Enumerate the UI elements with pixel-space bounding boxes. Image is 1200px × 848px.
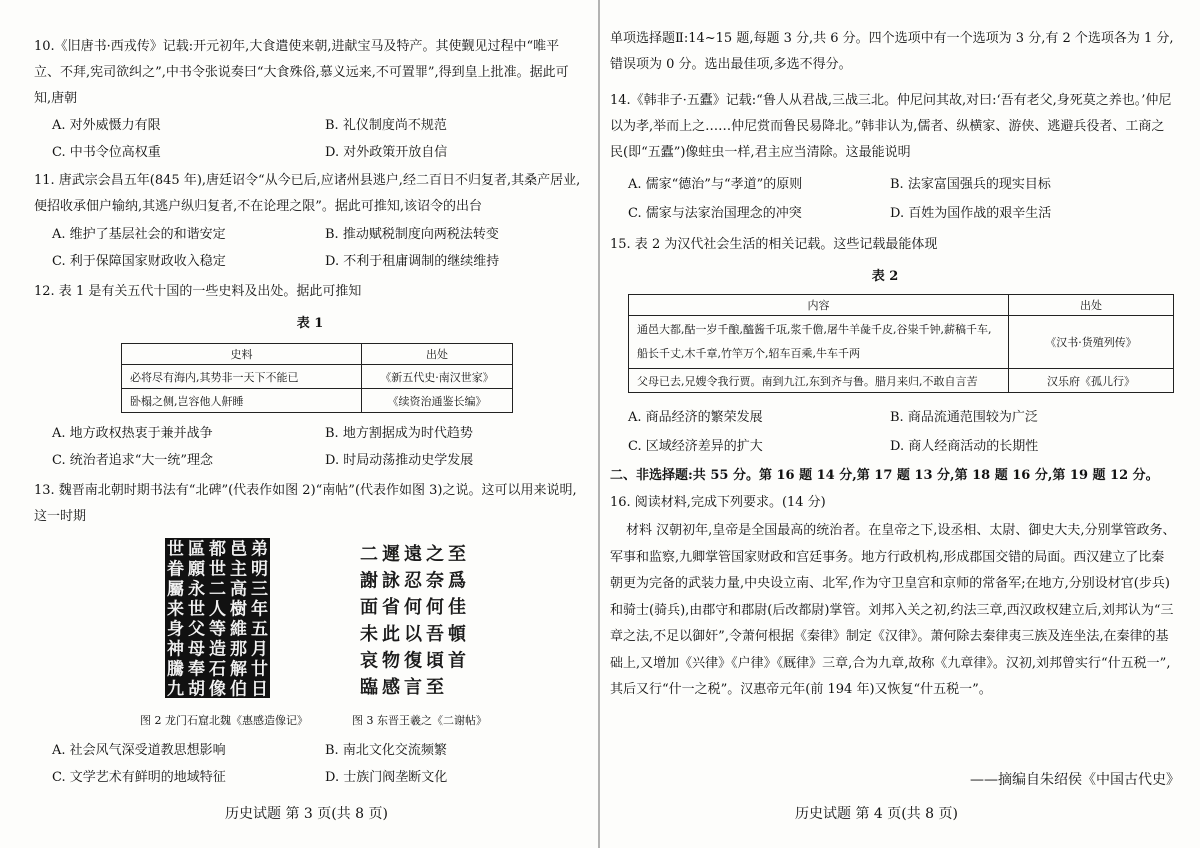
- calligraphy-glyph: 謝: [360, 570, 378, 592]
- table-cell: 父母已去,兄嫂令我行贾。南到九江,东到齐与鲁。腊月来归,不敢自言苦: [629, 369, 1009, 393]
- stele-glyph: 世: [209, 559, 226, 580]
- stele-glyph: 伯: [230, 679, 247, 698]
- question-10-stem: 10.《旧唐书·西戎传》记载:开元初年,大食遣使来朝,进献宝马及特产。其使觐见过程中“唯平立、不拜,宪司欲纠之”,中书令张说奏曰“大食殊俗,慕义远来,不可置罪”,得到皇上批准。据此可知,唐朝: [34, 39, 569, 106]
- q10-option-c: C. 中书令位高权重: [52, 145, 161, 160]
- figure-3-caption: 图 3 东晋王羲之《二谢帖》: [352, 714, 487, 727]
- calligraphy-glyph: 物: [382, 650, 400, 672]
- right-page: [600, 0, 1200, 848]
- q11-option-c: C. 利于保障国家财政收入稳定: [52, 254, 226, 269]
- table-row: [122, 365, 513, 389]
- q15-option-b: B. 商品流通范围较为广泛: [890, 410, 1038, 425]
- calligraphy-glyph: 至: [426, 677, 444, 698]
- figure-2-image: [165, 538, 270, 698]
- calligraphy-glyph: 頓: [448, 623, 466, 645]
- stele-glyph: 都: [209, 539, 226, 560]
- q13-option-d: D. 士族门阀垄断文化: [325, 770, 448, 785]
- q14-option-c: C. 儒家与法家治国理念的冲突: [628, 206, 802, 221]
- figure-3-image: [358, 538, 468, 698]
- stele-glyph: 月: [251, 639, 268, 660]
- calligraphy-glyph: 此: [382, 623, 400, 645]
- calligraphy-glyph: 頃: [426, 650, 444, 672]
- stele-glyph: 等: [209, 619, 226, 640]
- figure-3-calligraphy: [358, 538, 468, 698]
- q15-option-d: D. 商人经商活动的长期性: [890, 439, 1039, 454]
- calligraphy-glyph: 奈: [426, 570, 444, 592]
- table-2-header-origin: 出处: [1009, 295, 1174, 316]
- table-cell: 必将尽有海内,其势非一天下不能已: [122, 365, 362, 389]
- table-1: [121, 343, 513, 413]
- stele-glyph: 那: [230, 639, 247, 660]
- calligraphy-glyph: 未: [360, 623, 378, 645]
- calligraphy-glyph: 臨: [360, 677, 378, 698]
- q14-option-b: B. 法家富国强兵的现实目标: [890, 177, 1051, 192]
- q11-option-d: D. 不利于租庸调制的继续维持: [325, 254, 500, 269]
- calligraphy-glyph: 吾: [426, 623, 444, 645]
- stele-glyph: 三: [251, 579, 268, 600]
- calligraphy-glyph: 忍: [404, 570, 422, 592]
- q11-option-a: A. 维护了基层社会的和谐安定: [52, 227, 226, 242]
- table-2: [628, 294, 1174, 393]
- stele-glyph: 高: [230, 579, 247, 600]
- question-14-stem: 14.《韩非子·五蠹》记载:“鲁人从君战,三战三北。仲尼问其故,对曰:‘吾有老父,身死莫之养也。’仲尼以为孝,举而上之……仲尼赏而鲁民易降北。”韩非认为,儒者、纵横家、游侠、逃避兵役者、工商之民(即“五蠹”)像蛀虫一样,君主应当清除。这最能说明: [610, 93, 1172, 160]
- table-2-header-content: 内容: [629, 295, 1009, 316]
- stele-glyph: 願: [188, 559, 205, 580]
- question-15-stem: 15. 表 2 为汉代社会生活的相关记载。这些记载最能体现: [610, 237, 938, 252]
- calligraphy-glyph: 爲: [448, 570, 466, 592]
- stele-glyph: 解: [230, 659, 247, 680]
- calligraphy-glyph: 復: [404, 650, 422, 672]
- table-row: [122, 389, 513, 413]
- stele-glyph: 造: [209, 639, 226, 660]
- calligraphy-glyph: 首: [448, 650, 466, 672]
- calligraphy-glyph: 遲: [382, 543, 400, 565]
- table-cell: 通邑大都,酤一岁千酿,醯酱千瓨,浆千儋,屠牛羊彘千皮,谷粜千钟,薪稿千车,船长千丈,木千章,竹竿万个,轺车百乘,牛车千两: [629, 316, 1009, 369]
- q12-option-c: C. 统治者追求“大一统”理念: [52, 453, 214, 468]
- q10-option-b: B. 礼仪制度尚不规范: [325, 118, 447, 133]
- q12-option-d: D. 时局动荡推动史学发展: [325, 453, 474, 468]
- material-citation: ——摘编自朱绍侯《中国古代史》: [970, 772, 1180, 788]
- calligraphy-glyph: 二: [360, 543, 378, 565]
- calligraphy-glyph: 詠: [382, 570, 400, 592]
- calligraphy-glyph: 之: [426, 543, 444, 565]
- stele-glyph: 屬: [167, 579, 184, 600]
- stele-glyph: 石: [209, 659, 226, 680]
- table-1-caption: 表 1: [296, 316, 324, 331]
- stele-glyph: 身: [167, 619, 184, 640]
- table-1-header-source-text: 史料: [122, 344, 362, 365]
- q10-option-a: A. 对外威慑力有限: [52, 118, 161, 133]
- q14-option-a: A. 儒家“德治”与“孝道”的原则: [628, 177, 803, 192]
- stele-glyph: 世: [167, 539, 184, 560]
- table-cell: 卧榻之侧,岂容他人鼾睡: [122, 389, 362, 413]
- calligraphy-glyph: 何: [426, 597, 444, 619]
- table-row: [629, 316, 1174, 369]
- question-11-stem: 11. 唐武宗会昌五年(845 年),唐廷诏令“从今已后,应诸州县逃户,经二百日不归复者,其桑产居业,便招收承佃户输纳,其逃户纵归复者,不在论理之限”。据此可推知,该诏令的出台: [34, 173, 581, 214]
- q10-option-d: D. 对外政策开放自信: [325, 145, 448, 160]
- table-2-caption: 表 2: [871, 269, 899, 284]
- stele-glyph: 維: [230, 619, 247, 640]
- q12-option-a: A. 地方政权热衷于兼并战争: [52, 426, 213, 441]
- calligraphy-glyph: 至: [448, 543, 466, 565]
- table-cell: 《汉书·货殖列传》: [1009, 316, 1174, 369]
- calligraphy-glyph: 遠: [404, 543, 422, 565]
- stele-glyph: 人: [209, 599, 226, 620]
- table-row: [629, 369, 1174, 393]
- right-page-footer: 历史试题 第 4 页(共 8 页): [795, 806, 958, 822]
- stele-glyph: 明: [251, 559, 268, 580]
- table-cell: 《续资治通鉴长编》: [362, 389, 513, 413]
- q15-option-c: C. 区域经济差异的扩大: [628, 439, 763, 454]
- stele-glyph: 樹: [230, 599, 247, 620]
- left-page-footer: 历史试题 第 3 页(共 8 页): [225, 806, 388, 822]
- q14-option-d: D. 百姓为国作战的艰辛生活: [890, 206, 1052, 221]
- stele-glyph: 邑: [230, 539, 247, 560]
- calligraphy-glyph: 何: [404, 597, 422, 619]
- stele-glyph: 廿: [251, 659, 268, 680]
- calligraphy-glyph: 省: [382, 597, 400, 619]
- table-2-header-row: [629, 295, 1174, 316]
- q11-option-b: B. 推动赋税制度向两税法转变: [325, 227, 499, 242]
- stele-glyph: 世: [188, 599, 205, 620]
- question-13-stem: 13. 魏晋南北朝时期书法有“北碑”(代表作如图 2)“南帖”(代表作如图 3)之说。这可以用来说明,这一时期: [34, 483, 577, 524]
- stele-glyph: 奉: [188, 659, 205, 680]
- calligraphy-glyph: 以: [404, 623, 422, 645]
- stele-glyph: 胡: [188, 679, 205, 698]
- q13-option-c: C. 文学艺术有鲜明的地域特征: [52, 770, 226, 785]
- q13-option-b: B. 南北文化交流频繁: [325, 743, 447, 758]
- stele-glyph: 騰: [167, 659, 184, 680]
- table-1-header-row: [122, 344, 513, 365]
- stele-glyph: 眷: [167, 559, 184, 580]
- stele-glyph: 神: [167, 639, 184, 660]
- calligraphy-glyph: 感: [382, 677, 400, 698]
- table-cell: 汉乐府《孤儿行》: [1009, 369, 1174, 393]
- stele-glyph: 像: [209, 679, 226, 698]
- stele-glyph: 主: [230, 559, 247, 580]
- stele-glyph: 九: [167, 679, 184, 698]
- stele-glyph: 弟: [251, 539, 268, 560]
- question-16-stem: 16. 阅读材料,完成下列要求。(14 分): [610, 495, 826, 510]
- section-intro: 单项选择题Ⅱ:14~15 题,每题 3 分,共 6 分。四个选项中有一个选项为 3 分,有 2 个选项各为 1 分,错误项为 0 分。选出最佳项,多选不得分。: [610, 31, 1174, 72]
- stele-glyph: 二: [209, 579, 226, 600]
- question-12-stem: 12. 表 1 是有关五代十国的一些史料及出处。据此可推知: [34, 284, 362, 299]
- stele-glyph: 年: [251, 599, 268, 620]
- stele-glyph: 父: [188, 619, 205, 640]
- section-2-heading: 二、非选择题:共 55 分。第 16 题 14 分,第 17 题 13 分,第 18 题 16 分,第 19 题 12 分。: [610, 468, 1159, 483]
- stele-glyph: 區: [188, 539, 205, 560]
- q13-option-a: A. 社会风气深受道教思想影响: [52, 743, 226, 758]
- table-1-header-origin: 出处: [362, 344, 513, 365]
- stele-glyph: 五: [251, 619, 268, 640]
- table-cell: 《新五代史·南汉世家》: [362, 365, 513, 389]
- stele-glyph: 永: [188, 579, 205, 600]
- calligraphy-glyph: 佳: [448, 597, 466, 619]
- stele-glyph: 来: [167, 599, 184, 620]
- figure-2-stele-rubbing: [165, 538, 270, 698]
- calligraphy-glyph: 言: [404, 677, 422, 698]
- stele-glyph: 日: [251, 679, 268, 698]
- calligraphy-glyph: 面: [360, 597, 378, 619]
- stele-glyph: 母: [188, 639, 205, 660]
- q15-option-a: A. 商品经济的繁荣发展: [628, 410, 763, 425]
- figure-2-caption: 图 2 龙门石窟北魏《惠感造像记》: [140, 714, 308, 727]
- question-16-material: 材料 汉朝初年,皇帝是全国最高的统治者。在皇帝之下,设丞相、太尉、御史大夫,分别掌管政务、军事和监察,九卿掌管国家财政和宫廷事务。地方行政机构,形成郡国交错的局面。西汉建立了比秦朝更为完备的武装力量,中央设立南、北军,作为守卫皇宫和京师的常备军;在地方,分别设材官(步兵)和骑士(骑兵),由郡守和郡尉(后改都尉)掌管。刘邦入关之初,约法三章,西汉政权建立后,刘邦认为“三章之法,不足以御奸”,令萧何根据《秦律》制定《汉律》。萧何除去秦律夷三族及连坐法,在秦律的基础上,又增加《兴律》《户律》《厩律》三章,合为九章,故称《九章律》。汉初,刘邦曾实行“什五税一”,其后又行“什一之税”。汉惠帝元年(前 194 年)又恢复“什五税一”。: [610, 523, 1176, 697]
- calligraphy-glyph: 哀: [360, 650, 378, 672]
- q12-option-b: B. 地方割据成为时代趋势: [325, 426, 473, 441]
